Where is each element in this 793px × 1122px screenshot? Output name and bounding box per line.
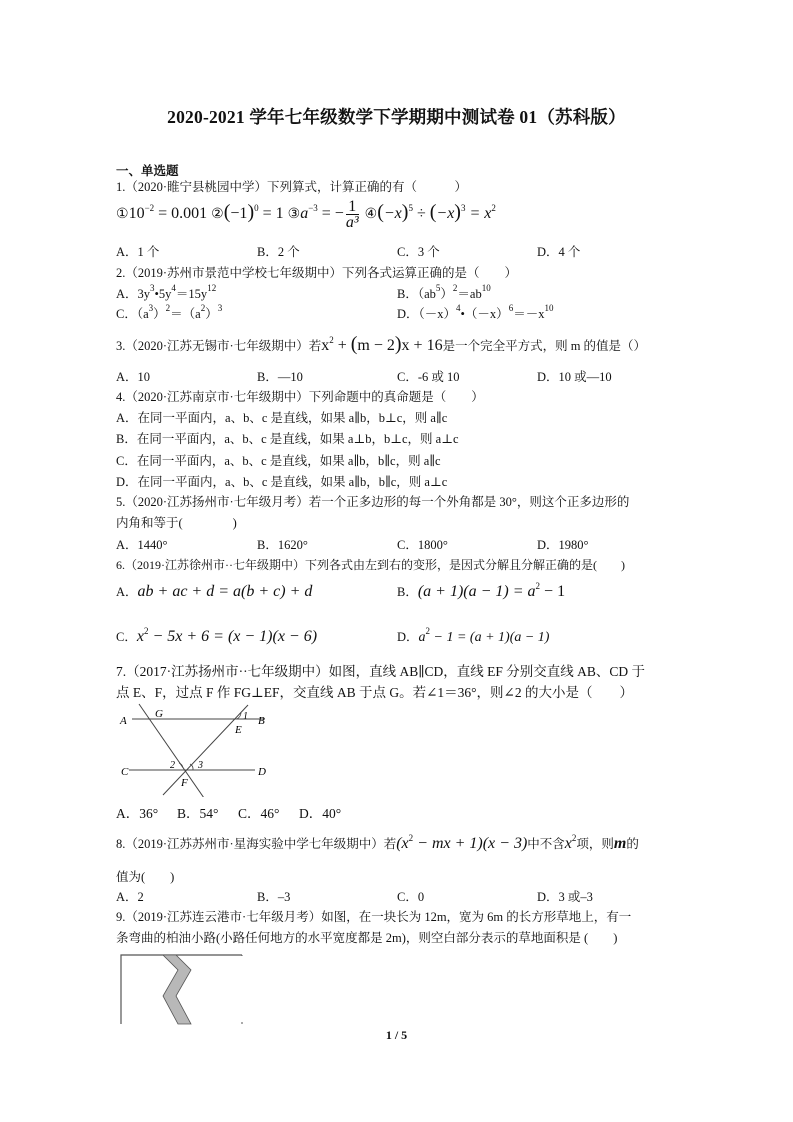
expr-2-exp: 0 [254,203,259,214]
question-1-expressions: $①10^{-2} = 0.001$ $②(-1)^0 = 1$ $③a^{-3}$ = − $\frac{1}{\text{a³}}$ $④(-x)^5 \div (-x)^3 = x^2$ [116,198,496,231]
expr-4-exp2: 3 [460,203,466,214]
exp: 2 [408,833,414,843]
question-3-option-b[interactable]: B．—10 [257,370,303,384]
question-2-option-c[interactable] [116,303,223,322]
marker-2: ② [211,207,224,223]
option-label: B． [397,287,418,301]
question-1-option-b[interactable]: B．2 个 [257,245,300,259]
fraction-numerator: 1 [346,199,359,215]
question-6-option-d[interactable] [397,628,549,646]
question-1-option-c[interactable]: C．3 个 [397,245,440,259]
option-expression: x [136,628,144,645]
term: ） [205,307,218,321]
label-angle-2: 2 [170,760,175,771]
label-angle-3: 3 [198,760,203,771]
question-8-option-d[interactable]: D．3 或–3 [537,890,593,904]
term: ＝ab [457,287,482,301]
expr-3-base: a [300,205,309,223]
question-4-stem: 4.（2020·江苏南京市·七年级期中）下列命题中的真命题是（ ） [116,390,484,404]
term: ＝15y [175,287,208,301]
term: ＝－x [513,307,545,321]
term: (x [396,835,409,852]
term: （－x） [418,307,457,321]
option-expression: − 1 [540,583,566,600]
question-6-option-c[interactable] [116,628,317,646]
term: •（－x） [460,307,509,321]
question-8-option-a[interactable]: A．2 [116,890,144,904]
question-5-option-c[interactable]: C．1800° [397,538,448,552]
exp: 3 [148,303,154,313]
exp: 2 [425,626,431,636]
option-expression: − 1 = (a + 1)(a − 1) [430,630,550,645]
option-label: B． [397,585,418,599]
question-1-option-d[interactable]: D．4 个 [537,245,581,259]
term: m − 2 [357,337,395,354]
expr-3-eq: = − [317,205,344,223]
question-2-option-d[interactable] [397,303,554,322]
question-7-option-b[interactable]: B．54° [177,806,219,821]
question-4-option-c[interactable]: C．在同一平面内，a、b、c 是直线，如果 a∥b，b∥c，则 a∥c [116,454,441,468]
exp: 4 [456,303,461,313]
option-label: C． [116,630,137,644]
exp: 2 [143,626,149,636]
stem-text: 的 [626,837,639,851]
question-6-stem: 6.（2019·江苏徐州市··七年级期中）下列各式由左到右的变形，是因式分解且分解正确的是( ) [116,558,625,572]
option-expression: (a + 1)(a − 1) = a [417,583,536,600]
label-f: F [181,777,188,789]
expr-1-exp: −2 [144,203,155,214]
exp: 5 [435,283,441,293]
question-7-stem-line-1: 7.（2017·江苏扬州市··七年级期中）如图，直线 AB∥CD，直线 EF 分别交直线 AB、CD 于 [116,664,645,679]
stem-text: 项，则 [576,837,614,851]
term: ＝（a [170,307,201,321]
term: •5y [154,287,172,301]
question-3-stem [116,333,647,355]
question-2-stem: 2.（2019·苏州市景范中学校七年级期中）下列各式运算正确的是（ ） [116,266,518,280]
label-e: E [235,724,242,736]
term: − mx + 1)(x − 3) [413,835,528,852]
expr-4-exp3: 2 [491,203,496,214]
exp: 6 [508,303,514,313]
question-1-stem: 1.（2020·睢宁县桃园中学）下列算式，计算正确的有（ ） [116,180,468,194]
section-heading: 一、单选题 [116,164,179,178]
exp: 2 [329,335,334,345]
exp: 2 [535,581,541,591]
question-2-option-a[interactable] [116,283,217,302]
asphalt-path-shape [163,955,191,1024]
marker-1: ① [116,207,129,223]
exp: 2 [452,283,458,293]
expr-1-base: 10 [128,205,145,223]
question-4-option-a[interactable]: A．在同一平面内，a、b、c 是直线，如果 a∥b，b⊥c，则 a∥c [116,411,448,425]
question-1-option-a[interactable]: A．1 个 [116,245,160,259]
label-g: G [155,708,163,720]
fraction [346,199,359,230]
question-6-option-a[interactable] [116,583,312,601]
question-5-stem-line-2: 内角和等于( ) [116,516,237,530]
term: ） [153,307,166,321]
question-9-stem-line-1: 9.（2019·江苏连云港市·七年级月考）如图，在一块长为 12m，宽为 6m 的长方形草地上，有一 [116,910,632,924]
page-indicator: 1 / 5 [385,1028,408,1042]
exp: 3 [217,303,223,313]
question-5-option-a[interactable]: A．1440° [116,538,168,552]
option-label: A． [116,287,138,301]
option-label: A． [116,585,138,599]
term: x [564,835,572,852]
term: ） [440,287,453,301]
label-d: D [258,766,266,778]
question-7-stem-line-2: 点 E、F，过点 F 作 FG⊥EF，交直线 AB 于点 G。若∠1＝36°，则∠2 的大小是（ ） [116,685,633,700]
marker-4: ④ [364,207,378,223]
stem-text: 中不含 [527,837,565,851]
question-8-option-c[interactable]: C．0 [397,890,425,904]
question-8-stem-line-1 [116,833,639,852]
exp: 3 [150,283,155,293]
question-5-option-b[interactable]: B．1620° [257,538,308,552]
question-3-option-d[interactable]: D．10 或—10 [537,370,612,384]
question-8-stem-line-2: 值为( ) [116,870,175,884]
term: + [333,337,351,354]
fraction-denominator: a³ [345,214,359,231]
lawn-path-figure [118,952,246,1028]
expr-2-rest: = 1 [258,205,284,223]
question-7-option-c[interactable]: C．46° [238,806,280,821]
term: x + 16 [401,337,443,354]
expr-4-exp1: 5 [408,203,413,214]
question-7-option-a[interactable]: A．36° [116,806,159,821]
term: （ab [417,287,436,301]
question-7-option-d[interactable]: D．40° [299,806,342,821]
exp: 2 [200,303,206,313]
option-expression: a [418,630,426,645]
expr-3-exp: −3 [308,203,318,214]
question-5-stem-line-1: 5.（2020·江苏扬州市·七年级月考）若一个正多边形的每一个外角都是 30°，则这个正多边形的 [116,495,630,509]
expr-4-base-2: −x [436,205,455,223]
expr-2-base: −1 [230,205,248,223]
question-6-option-b[interactable] [397,583,565,601]
document-title: 2020-2021 学年七年级数学下学期期中测试卷 01（苏科版） [167,107,626,127]
label-a: A [120,715,127,727]
label-angle-1: 1 [243,711,248,722]
term: x [321,337,330,354]
question-2-option-b[interactable] [397,283,491,302]
question-8-option-b[interactable]: B．–3 [257,890,291,904]
question-4-option-b[interactable]: B．在同一平面内，a、b、c 是直线，如果 a⊥b，b⊥c，则 a⊥c [116,432,459,446]
option-expression: − 5x + 6 = (x − 1)(x − 6) [148,628,318,645]
expr-4-base: −x [383,205,402,223]
stem-text: 3.（2020·江苏无锡市·七年级期中）若 [116,339,322,353]
exp: 2 [571,833,577,843]
expr-4-div: ÷ [412,205,430,223]
parallel-lines-figure [115,702,275,797]
expr-4-eq: = x [465,205,492,223]
option-label: C． [116,307,137,321]
exp: 4 [171,283,176,293]
label-b: B [258,715,265,727]
expr-1-rest: = 0.001 [154,205,208,223]
exp: 2 [165,303,171,313]
question-9-stem-line-2: 条弯曲的柏油小路(小路任何地方的水平宽度都是 2m)，则空白部分表示的草地面积是 ( ) [116,931,618,945]
question-3-option-c[interactable]: C．-6 或 10 [397,370,460,384]
exp: 10 [544,303,554,313]
variable-m: m [613,835,627,852]
question-3-expression: $x^2 + (m - 2)x + 16$ [321,333,443,355]
option-expression: ab + ac + d = a(b + c) + d [137,583,313,600]
label-c: C [121,766,129,778]
option-label: D． [397,630,419,644]
question-3-option-a[interactable]: A．10 [116,370,151,384]
term: 3y [137,287,151,301]
exp: 12 [207,283,217,293]
stem-text: 8.（2019·江苏苏州市·星海实验中学七年级期中）若 [116,837,397,851]
stem-text: 是一个完全平方式，则 m 的值是（） [442,339,647,353]
term: （a [136,307,149,321]
question-4-option-d[interactable]: D．在同一平面内，a、b、c 是直线，如果 a∥b，b∥c，则 a⊥c [116,475,448,489]
question-5-option-d[interactable]: D．1980° [537,538,589,552]
exp: 10 [481,283,491,293]
option-label: D． [397,307,419,321]
marker-3: ③ [287,207,301,223]
